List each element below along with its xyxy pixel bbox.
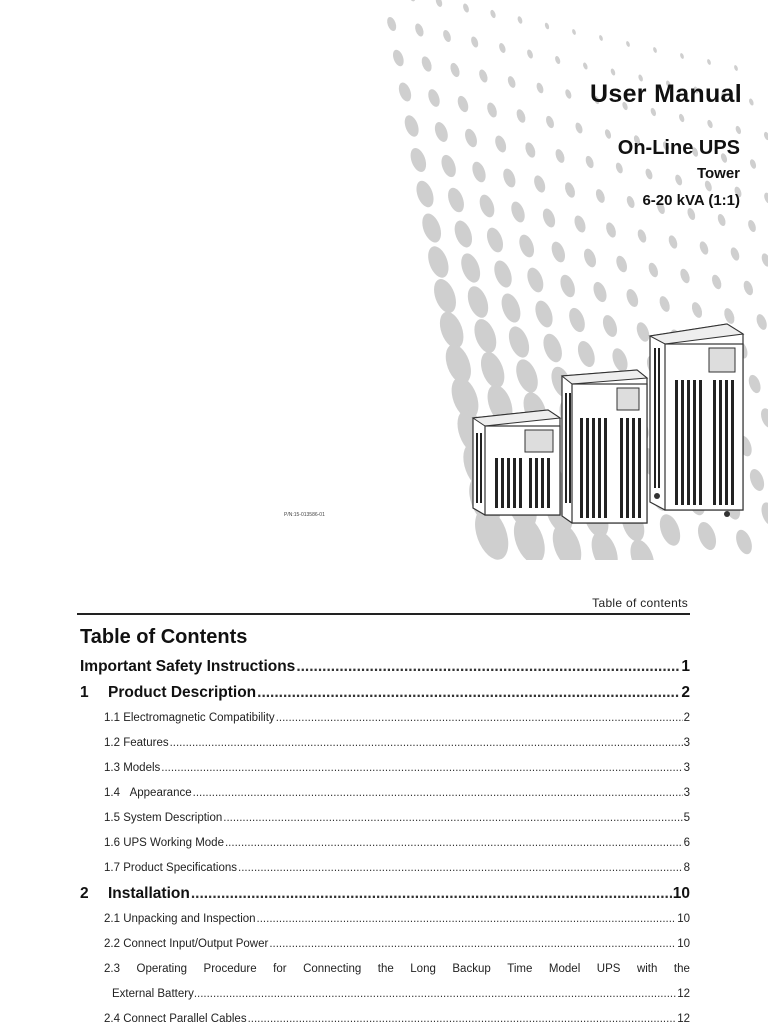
ups-tall-unit (650, 324, 743, 517)
decorative-dot (755, 313, 768, 331)
toc-word: Operating (136, 963, 188, 975)
decorative-dot (545, 115, 556, 129)
decorative-dot (610, 68, 616, 76)
decorative-dot (582, 62, 588, 70)
decorative-dot (572, 214, 587, 234)
decorative-dot (710, 273, 723, 290)
decorative-dot (489, 9, 496, 19)
decorative-dot (535, 82, 544, 94)
toc-entry-label: Product Description (108, 684, 257, 701)
toc-word: UPS (596, 963, 621, 975)
decorative-dot (501, 167, 518, 189)
power-rating: 6-20 kVA (1:1) (642, 192, 740, 209)
decorative-dot (544, 22, 550, 30)
toc-entry-number: 2.4 (104, 1013, 120, 1025)
decorative-dot (477, 193, 497, 220)
toc-page-number: 1 (681, 658, 690, 675)
toc-entry[interactable] (80, 932, 690, 957)
decorative-dot (470, 160, 488, 184)
toc-entry-label: Features (123, 737, 169, 749)
toc-entry-label: System Description (123, 812, 223, 824)
decorative-dot (420, 55, 434, 73)
decorative-dot (742, 279, 755, 296)
toc-word: Procedure (203, 963, 257, 975)
toc-entry-label: Models (123, 762, 161, 774)
part-number: P/N:15-013586-01 (284, 512, 325, 518)
decorative-dot (591, 280, 609, 304)
decorative-dot (647, 261, 660, 278)
leader-dots (191, 881, 672, 907)
toc-page-number: 10 (677, 938, 690, 950)
decorative-dot (430, 276, 460, 316)
toc-word: Connecting (303, 963, 362, 975)
decorative-dot (442, 29, 453, 43)
decorative-dot (564, 88, 572, 99)
manual-title: User Manual (590, 80, 742, 108)
toc-entry[interactable] (80, 806, 690, 831)
decorative-dot (402, 113, 421, 138)
decorative-dot (729, 246, 741, 262)
decorative-dot (624, 287, 640, 308)
toc-page-number: 12 (677, 1013, 690, 1025)
product-name: On-Line UPS (617, 137, 740, 159)
decorative-dot (458, 251, 484, 285)
decorative-dot (516, 233, 536, 260)
ups-medium-unit (562, 370, 647, 523)
decorative-dot (396, 81, 413, 103)
decorative-dot (517, 16, 524, 25)
toc-entry-number: 1.5 (104, 812, 120, 824)
decorative-dot (558, 273, 578, 299)
toc-list (80, 654, 690, 1032)
toc-entry-number: 2 (80, 885, 89, 902)
decorative-dot (526, 49, 534, 60)
toc-word: Time (507, 963, 533, 975)
decorative-dot (571, 29, 576, 36)
toc-entry[interactable] (80, 731, 690, 756)
decorative-dot (698, 240, 710, 256)
toc-entry-number: 1.4 (104, 787, 120, 799)
decorative-dot (763, 131, 768, 141)
decorative-dot (614, 254, 629, 273)
decorative-dot (493, 134, 508, 154)
decorative-dot (407, 0, 417, 2)
decorative-dot (498, 42, 507, 54)
toc-entry-label: Connect Input/Output Power (123, 938, 269, 950)
decorative-dot (763, 192, 768, 205)
leader-dots (161, 756, 682, 781)
decorative-dot (470, 36, 480, 49)
toc-entry-number: 1.2 (104, 737, 120, 749)
leader-dots (170, 731, 683, 756)
leader-dots (193, 781, 683, 806)
decorative-dot (414, 22, 426, 37)
leader-dots (269, 932, 676, 957)
toc-entry-number: 1.3 (104, 762, 120, 774)
decorative-dot (760, 252, 768, 268)
toc-entry-label-continued: External Battery (112, 988, 194, 1000)
toc-entry-label: Connect Parallel Cables (123, 1013, 247, 1025)
toc-page-number: 8 (683, 862, 690, 874)
toc-entry-label: Unpacking and Inspection (123, 913, 256, 925)
form-factor: Tower (696, 165, 740, 182)
toc-word: the (673, 963, 690, 975)
decorative-dot (733, 65, 738, 72)
decorative-dot (524, 265, 546, 294)
toc-entry-number: 2.2 (104, 938, 120, 950)
decorative-dot (408, 146, 429, 174)
toc-entry-label: Appearance (129, 787, 192, 799)
leader-dots (276, 706, 683, 731)
decorative-dot (456, 94, 471, 113)
toc-word: Long (410, 963, 436, 975)
decorative-dot (432, 120, 450, 143)
decorative-dot (554, 55, 561, 64)
decorative-dot (604, 221, 618, 239)
decorative-dot (604, 128, 613, 139)
decorative-dot (644, 168, 654, 181)
decorative-dot (706, 119, 713, 129)
decorative-dot (451, 218, 475, 250)
decorative-dot (554, 148, 566, 164)
decorative-dot (716, 213, 727, 227)
decorative-dot (748, 98, 754, 106)
decorative-dot (478, 68, 490, 83)
leader-dots (257, 907, 677, 932)
toc-entry[interactable] (80, 680, 690, 706)
decorative-dot (462, 3, 470, 14)
leader-dots (194, 982, 677, 1007)
toc-entry[interactable] (80, 654, 690, 680)
toc-entry[interactable] (80, 781, 690, 806)
decorative-dot (515, 108, 527, 124)
toc-entry[interactable] (80, 756, 690, 781)
decorative-dot (385, 16, 398, 32)
toc-page-number: 2 (683, 712, 690, 724)
decorative-dot (759, 500, 768, 527)
decorative-dot (391, 48, 406, 67)
decorative-dot (563, 181, 577, 199)
toc-page (0, 560, 768, 1024)
toc-entry[interactable] (80, 957, 690, 1007)
header-rule (77, 613, 690, 615)
toc-entry-label: Important Safety Instructions (80, 658, 296, 675)
decorative-dot (625, 195, 636, 209)
leader-dots (223, 806, 682, 831)
decorative-dot (413, 178, 437, 209)
decorative-dot (509, 200, 528, 224)
decorative-dot (439, 153, 459, 179)
toc-page-number: 5 (683, 812, 690, 824)
toc-page-number: 3 (683, 737, 690, 749)
toc-word: for (273, 963, 287, 975)
decorative-dot (464, 283, 492, 320)
toc-word: the (377, 963, 394, 975)
decorative-dot (674, 174, 684, 187)
toc-word: with (636, 963, 658, 975)
page-header-label: Table of contents (592, 596, 688, 610)
toc-entry[interactable] (80, 881, 690, 907)
toc-page-number: 3 (683, 787, 690, 799)
toc-entry-label: Product Specifications (123, 862, 237, 874)
decorative-dot (549, 240, 568, 264)
decorative-dot (491, 258, 515, 290)
toc-entry[interactable] (80, 907, 690, 932)
toc-entry-label: UPS Working Mode (123, 837, 224, 849)
decorative-dot (749, 158, 758, 169)
toc-entry-number: 2.1 (104, 913, 120, 925)
decorative-dot (735, 125, 742, 135)
decorative-dot (541, 207, 558, 229)
toc-entry[interactable] (80, 706, 690, 731)
decorative-dot (690, 301, 704, 319)
decorative-dot (658, 295, 672, 313)
decorative-dot (445, 186, 467, 215)
decorative-dot (594, 188, 606, 204)
decorative-dot (463, 127, 479, 149)
decorative-dot (652, 47, 657, 54)
toc-entry-label: Installation (108, 885, 190, 902)
decorative-dot (532, 174, 547, 194)
decorative-dot (759, 407, 768, 430)
decorative-dot (706, 59, 711, 66)
decorative-dot (574, 122, 584, 135)
decorative-dot (667, 234, 679, 250)
decorative-dot (747, 219, 758, 233)
decorative-dot (449, 62, 462, 79)
ups-product-image (465, 318, 755, 543)
toc-entry-label (104, 957, 690, 982)
toc-entry-number: 1.7 (104, 862, 120, 874)
toc-entry[interactable] (80, 831, 690, 856)
toc-word: Backup (452, 963, 491, 975)
toc-page-number: 10 (677, 913, 690, 925)
toc-entry-number: 1.6 (104, 837, 120, 849)
toc-entry-label: Electromagnetic Compatibility (123, 712, 275, 724)
decorative-dot (636, 228, 648, 244)
decorative-dot (582, 247, 599, 269)
toc-page-number: 10 (672, 885, 690, 902)
leader-dots (296, 654, 680, 680)
decorative-dot (485, 101, 498, 119)
toc-entry-number: 1.1 (104, 712, 120, 724)
decorative-dot (584, 155, 595, 169)
decorative-dot (523, 141, 537, 159)
decorative-dot (625, 41, 630, 48)
leader-dots (238, 856, 683, 881)
toc-page-number: 2 (681, 684, 690, 701)
decorative-dot (426, 88, 442, 109)
toc-entry[interactable] (80, 856, 690, 881)
toc-entry[interactable] (80, 1007, 690, 1032)
decorative-dot (435, 0, 444, 8)
decorative-dot (419, 211, 445, 245)
toc-page-number: 12 (677, 988, 690, 1000)
decorative-dot (686, 207, 697, 221)
decorative-dot (679, 53, 684, 60)
ups-small-unit (473, 410, 560, 515)
leader-dots (257, 680, 680, 706)
decorative-dot (598, 35, 603, 42)
toc-entry-number: 1 (80, 684, 89, 701)
toc-word: Model (548, 963, 581, 975)
decorative-dot (679, 267, 692, 284)
decorative-dot (484, 225, 506, 254)
decorative-dot (615, 162, 625, 175)
toc-word: 2.3 (104, 963, 120, 975)
toc-page-number: 3 (683, 762, 690, 774)
decorative-dot (506, 75, 517, 89)
toc-title: Table of Contents (80, 626, 248, 648)
decorative-dot (678, 113, 685, 123)
leader-dots (225, 831, 683, 856)
spacer (120, 781, 130, 806)
leader-dots (248, 1007, 677, 1032)
decorative-dot (424, 244, 452, 281)
toc-page-number: 6 (683, 837, 690, 849)
